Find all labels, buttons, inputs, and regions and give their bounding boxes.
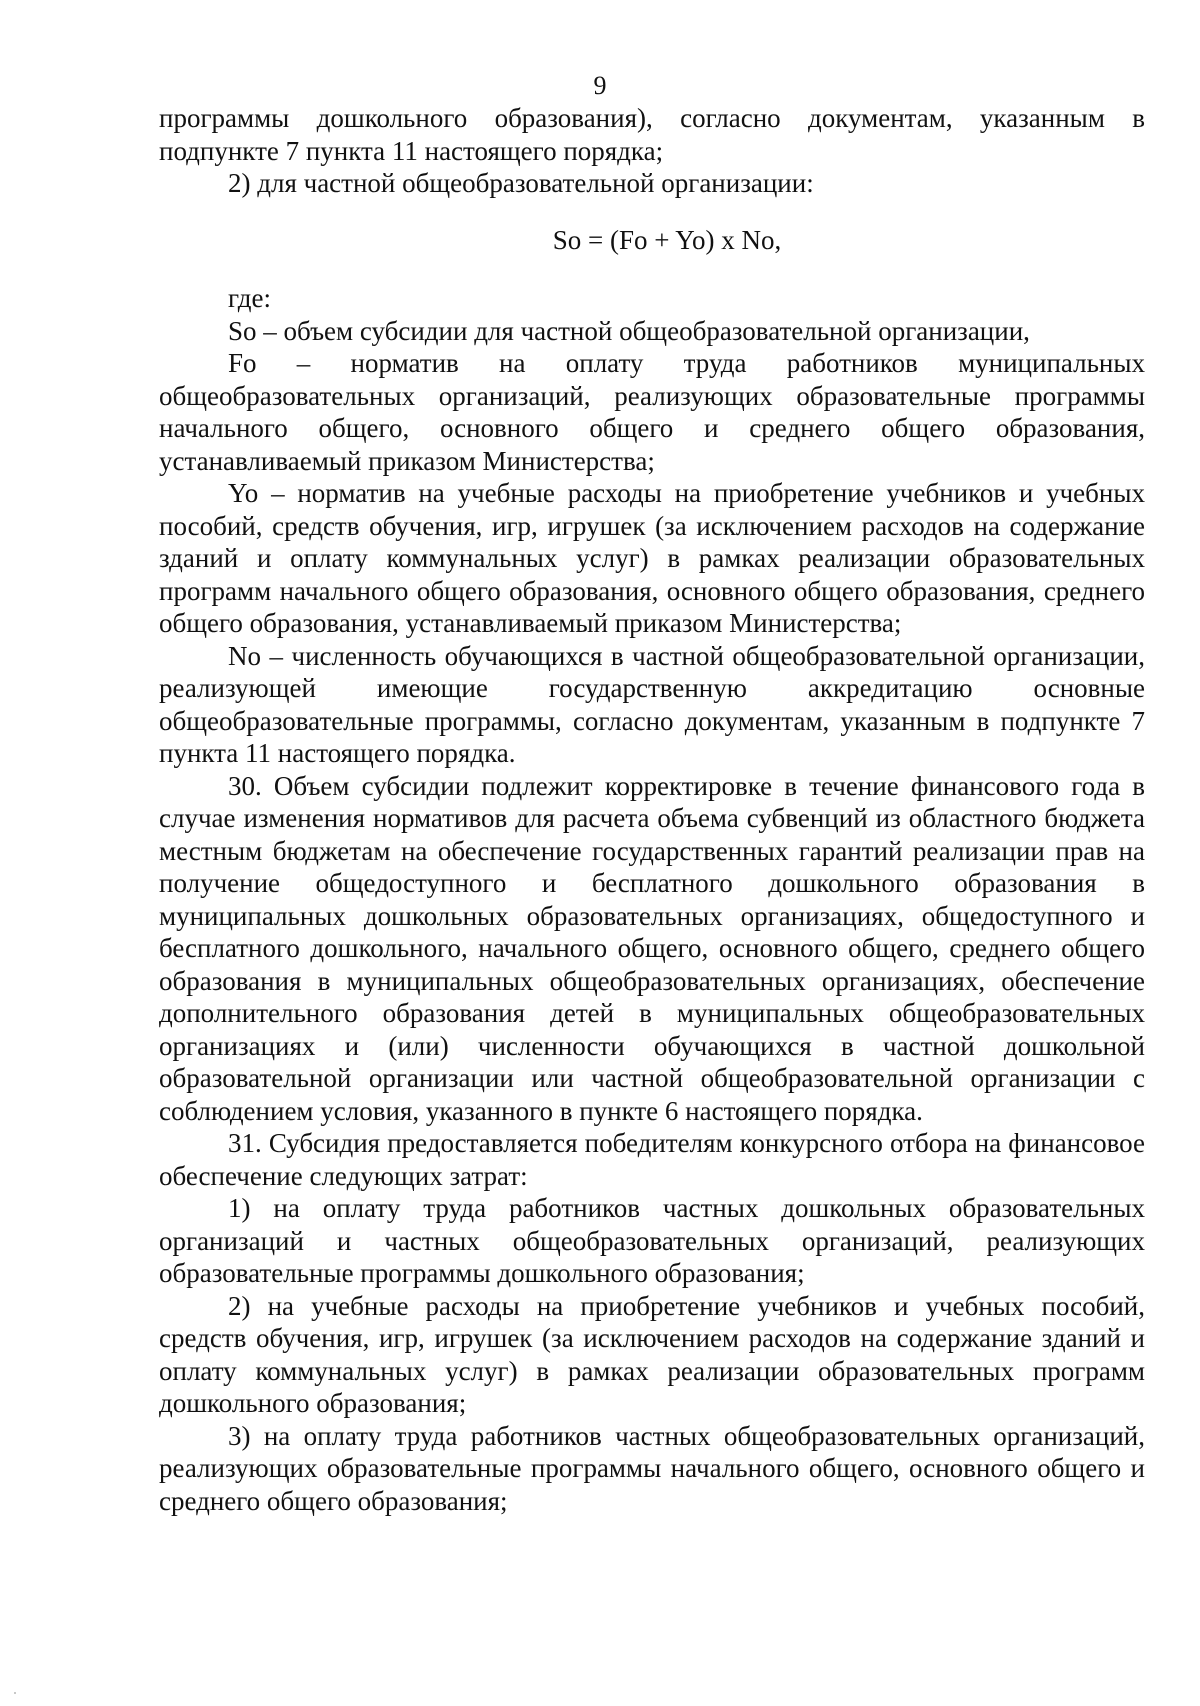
paragraph-clause-31-item-1: 1) на оплату труда работников частных дошкольных образовательных организаций и частных общеобразовательных организаций, реализующих образовательные программы дошкольного образования;: [159, 1193, 1145, 1288]
paragraph-clause-31-item-3: 3) на оплату труда работников частных общеобразовательных организаций, реализующих образовательные программы начального общего, основного общего и среднего общего образования;: [159, 1420, 1145, 1516]
paragraph-continuation: программы дошкольного образования), согласно документам, указанным в подпункте 7 пункта 11 настоящего порядка;: [159, 103, 1145, 166]
paragraph-definition-yo: Yo – норматив на учебные расходы на приобретение учебников и учебных пособий, средств обучения, игр, игрушек (за исключением расходов на содержание зданий и оплату коммунальных услуг) в рамках реализации образовательных программ начального общего образования, основного общего образования, среднего общего образования, устанавливаемый приказом Министерства;: [159, 478, 1145, 638]
paragraph-private-school-heading: 2) для частной общеобразовательной организации:: [228, 168, 814, 198]
paragraph-where: где:: [228, 283, 271, 313]
paragraph-definition-so: So – объем субсидии для частной общеобразовательной организации,: [228, 315, 1030, 346]
document-body: [159, 102, 1145, 1517]
paragraph-clause-30: 30. Объем субсидии подлежит корректировке в течение финансового года в случае изменения нормативов для расчета объема субвенций из областного бюджета местным бюджетам на обеспечение государственных гарантий реализации прав на получение общедоступного и бесплатного дошкольного образования в муниципальных дошкольных образовательных организациях, общедоступного и бесплатного дошкольного, начального общего, основного общего, среднего общего образования в муниципальных общеобразовательных организациях, обеспечение дополнительного образования детей в муниципальных общеобразовательных организациях и (или) численности обучающихся в частной дошкольной образовательной организации или частной общеобразовательной организации с соблюдением условия, указанного в пункте 6 настоящего порядка.: [159, 770, 1145, 1126]
scan-speck: [14, 1692, 16, 1694]
formula: So = (Fo + Yo) x No,: [552, 224, 782, 255]
page-number: 9: [593, 71, 607, 100]
paragraph-clause-31: 31. Субсидия предоставляется победителям конкурсного отбора на финансовое обеспечение следующих затрат:: [159, 1128, 1145, 1191]
paragraph-definition-fo: Fo – норматив на оплату труда работников муниципальных общеобразовательных организаций, реализующих образовательные программы начального общего, основного общего и среднего общего образования, устанавливаемый приказом Министерства;: [159, 348, 1145, 476]
paragraph-clause-31-item-2: 2) на учебные расходы на приобретение учебников и учебных пособий, средств обучения, игр, игрушек (за исключением расходов на содержание зданий и оплату коммунальных услуг) в рамках реализации образовательных программ дошкольного образования;: [159, 1290, 1145, 1418]
paragraph-definition-no: No – численность обучающихся в частной общеобразовательной организации, реализующей имеющие государственную аккредитацию основные общеобразовательные программы, согласно документам, указанным в подпункте 7 пункта 11 настоящего порядка.: [159, 640, 1145, 768]
